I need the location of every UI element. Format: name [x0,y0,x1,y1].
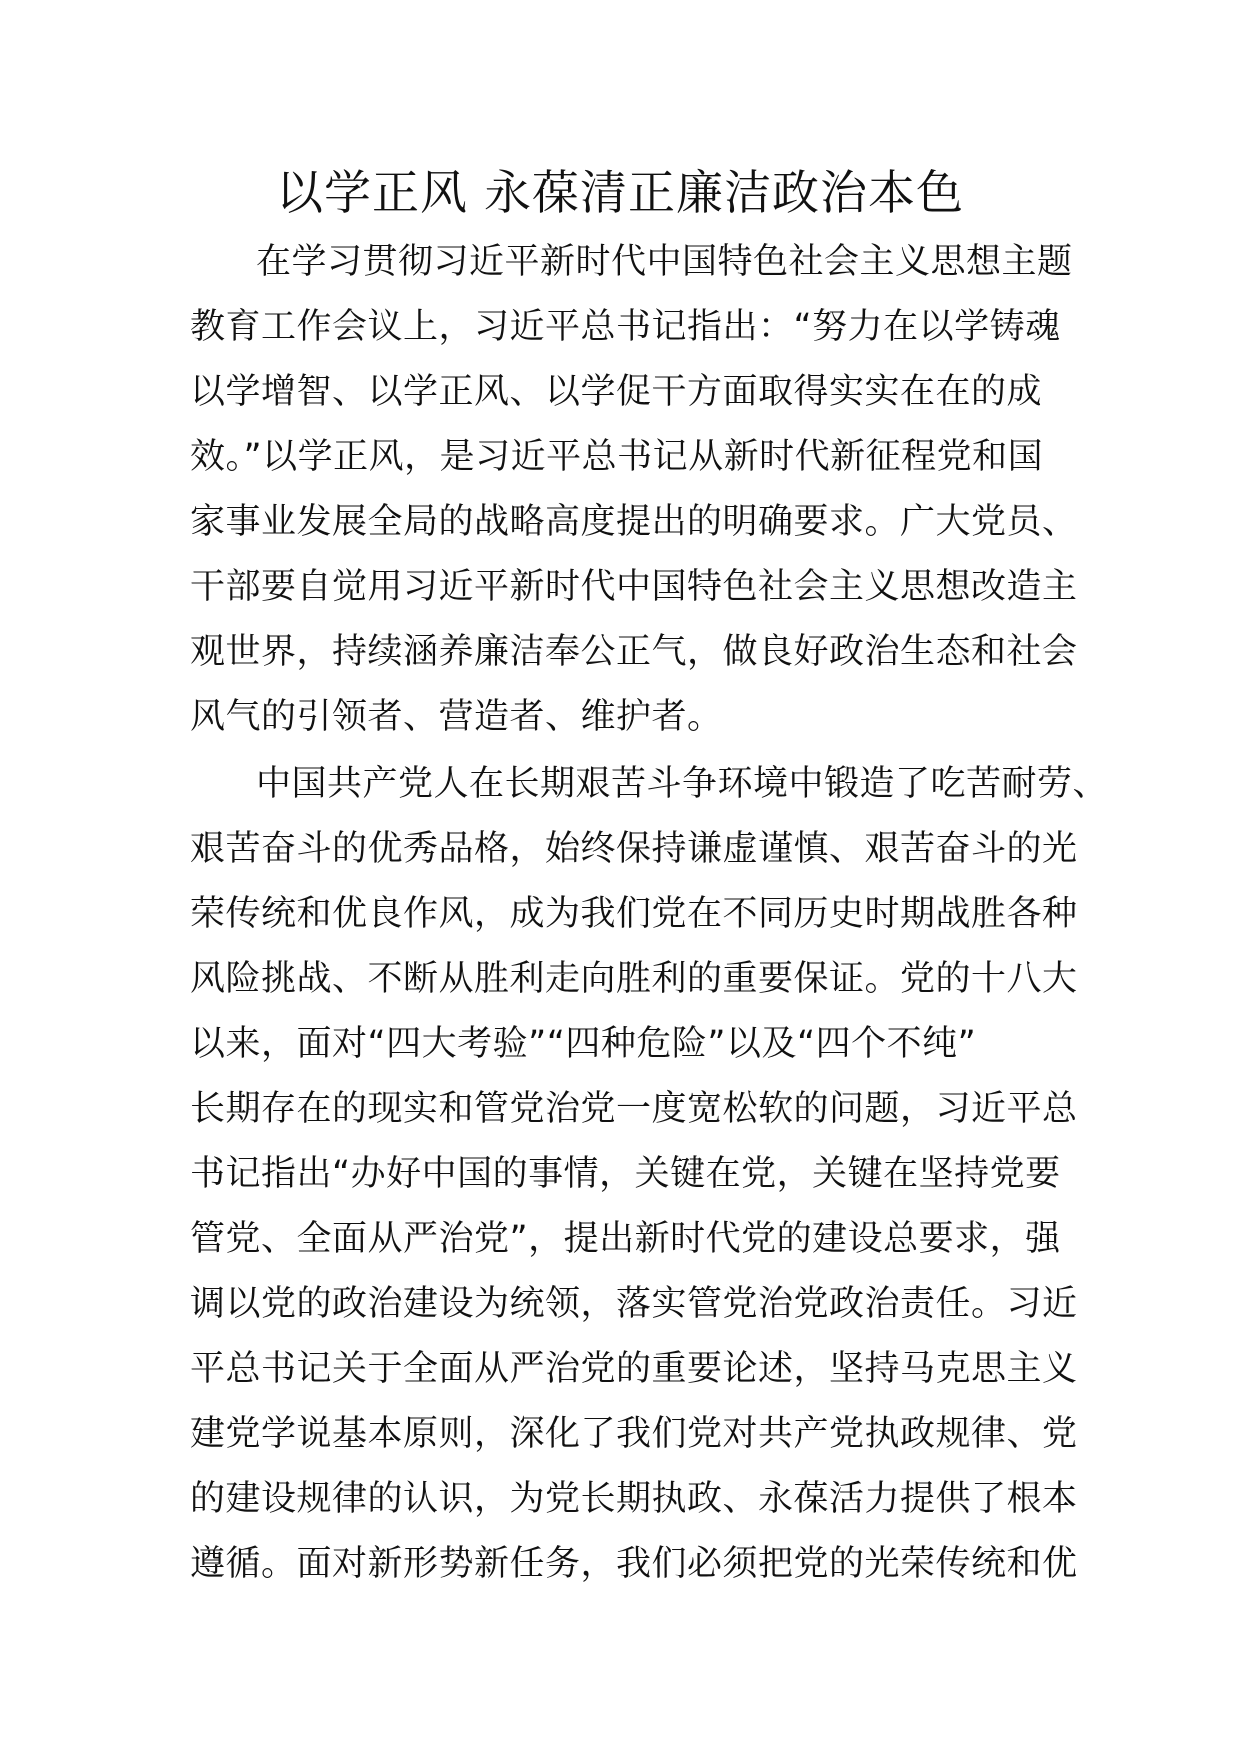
paragraph-line: 干部要自觉用习近平新时代中国特色社会主义思想改造主 [190,567,1078,607]
paragraph-line: 平总书记关于全面从严治党的重要论述，坚持马克思主义 [190,1349,1078,1389]
paragraph-line: 管党、全面从严治党”，提出新时代党的建设总要求，强 [190,1219,1061,1259]
paragraph-line: 荣传统和优良作风，成为我们党在不同历史时期战胜各种 [190,894,1078,934]
paragraph-line: 以来，面对“四大考验”“四种危险”以及“四个不纯” [190,1024,977,1064]
paragraph-line: 风险挑战、不断从胜利走向胜利的重要保证。党的十八大 [190,959,1078,999]
paragraph-2 [190,752,1109,1597]
paragraph-line: 长期存在的现实和管党治党一度宽松软的问题，习近平总 [190,1089,1078,1129]
paragraph-line: 以学增智、以学正风、以学促干方面取得实实在在的成 [190,372,1043,412]
paragraph-line: 书记指出“办好中国的事情，关键在党，关键在坚持党要 [190,1154,1061,1194]
paragraph-line: 风气的引领者、营造者、维护者。 [190,697,723,737]
document-title: 以学正风 永葆清正廉洁政治本色 [276,166,964,221]
paragraph-1 [190,230,1078,750]
paragraph-line: 艰苦奋斗的优秀品格，始终保持谦虚谨慎、艰苦奋斗的光 [190,829,1078,869]
paragraph-line: 教育工作会议上，习近平总书记指出：“努力在以学铸魂 [190,307,1061,347]
paragraph-line: 中国共产党人在长期艰苦斗争环境中锻造了吃苦耐劳、 [256,764,1109,804]
paragraph-line: 观世界，持续涵养廉洁奉公正气，做良好政治生态和社会 [190,632,1078,672]
paragraph-line: 效。”以学正风，是习近平总书记从新时代新征程党和国 [190,437,1044,477]
paragraph-line: 调以党的政治建设为统领，落实管党治党政治责任。习近 [190,1284,1078,1324]
paragraph-line: 遵循。面对新形势新任务，我们必须把党的光荣传统和优 [190,1544,1078,1584]
paragraph-line: 家事业发展全局的战略高度提出的明确要求。广大党员、 [190,502,1078,542]
paragraph-line: 建党学说基本原则，深化了我们党对共产党执政规律、党 [190,1414,1078,1454]
paragraph-line: 在学习贯彻习近平新时代中国特色社会主义思想主题 [256,242,1073,282]
paragraph-line: 的建设规律的认识，为党长期执政、永葆活力提供了根本 [190,1479,1078,1519]
